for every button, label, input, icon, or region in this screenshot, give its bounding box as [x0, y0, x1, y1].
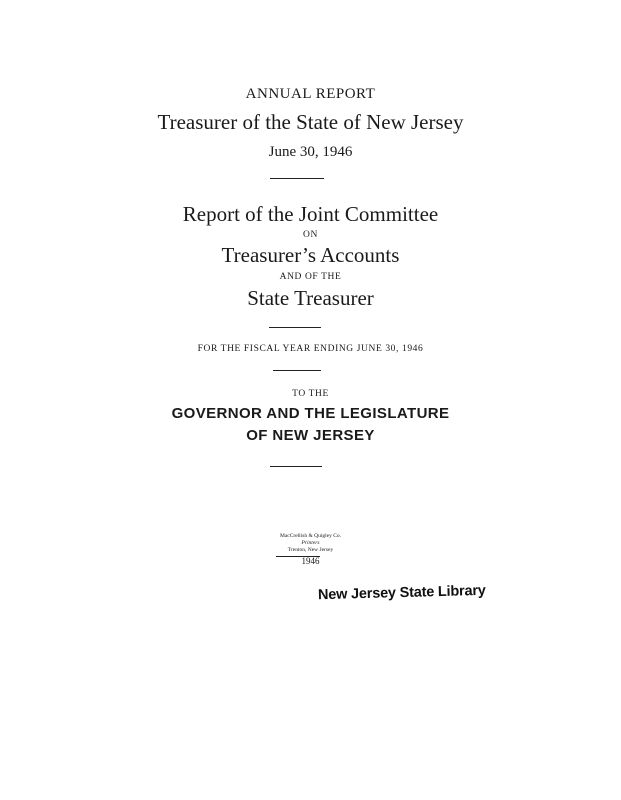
annual-report-heading: ANNUAL REPORT [245, 86, 376, 102]
printer-city: Trenton, New Jersey [287, 547, 334, 553]
divider-rule [270, 178, 324, 179]
governor-legislature-heading: GOVERNOR AND THE LEGISLATURE [171, 405, 450, 422]
divider-rule [273, 370, 321, 371]
treasurer-title: Treasurer of the State of New Jersey [157, 110, 464, 134]
and-of-the-label: AND OF THE [279, 272, 342, 282]
joint-committee-title: Report of the Joint Committee [182, 202, 439, 226]
state-treasurer-title: State Treasurer [247, 286, 374, 310]
report-date: June 30, 1946 [268, 144, 353, 160]
treasurers-accounts-title: Treasurer’s Accounts [221, 243, 400, 267]
fiscal-year-line: FOR THE FISCAL YEAR ENDING JUNE 30, 1946 [197, 344, 424, 354]
divider-rule [270, 466, 322, 467]
to-the-label: TO THE [292, 389, 329, 399]
of-new-jersey-heading: OF NEW JERSEY [246, 427, 375, 444]
printers-label: Printers [301, 540, 320, 546]
on-label: ON [303, 230, 318, 240]
imprint-year: 1946 [301, 556, 320, 566]
printer-name: MacCrellish & Quigley Co. [279, 533, 342, 539]
divider-rule [269, 327, 321, 328]
library-stamp: New Jersey State Library [317, 582, 486, 604]
